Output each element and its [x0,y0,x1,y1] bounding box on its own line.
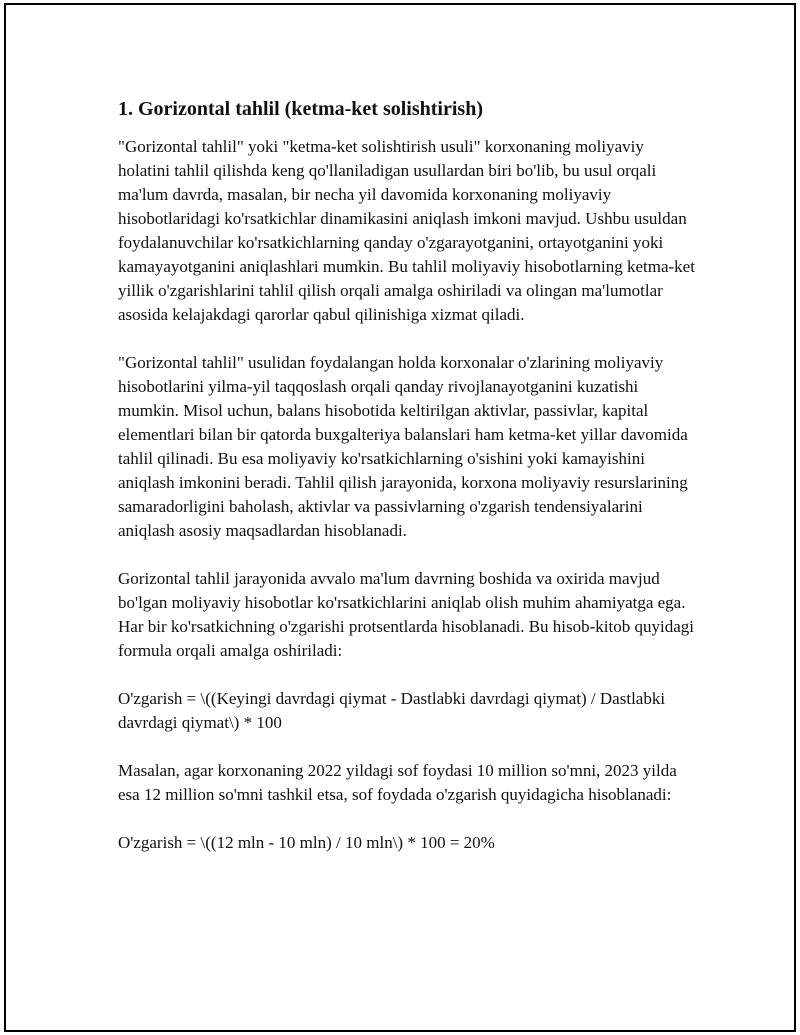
section-heading: 1. Gorizontal tahlil (ketma-ket solishtirish) [118,98,483,120]
paragraph-example: Masalan, agar korxonaning 2022 yildagi sof foydasi 10 million so'mni, 2023 yilda esa 12 million so'mni tashkil etsa, sof foydada o'zgarish quyidagicha hisoblanadi: [118,761,677,804]
paragraph-usage: "Gorizontal tahlil" usulidan foydalangan holda korxonalar o'zlarining moliyaviy hisobotlarini yilma-yil taqqoslash orqali qanday rivojlanayotganini kuzatishi mumkin. Misol uchun, balans hisobotida keltirilgan aktivlar, passivlar, kapital elementlari bilan bir qatorda buxgalteriya balanslari ham ketma-ket yillar davomida tahlil qilinadi. Bu esa moliyaviy ko'rsatkichlarning o'sishini yoki kamayishini aniqlash imkonini beradi. Tahlil qilish jarayonida, korxona moliyaviy resurslarining samaradorligini baholash, aktivlar va passivlarning o'zgarish tendensiyalarini aniqlash asosiy maqsadlardan hisoblanadi. [118,353,688,540]
page-frame [4,3,796,1032]
paragraph-intro: "Gorizontal tahlil" yoki "ketma-ket solishtirish usuli" korxonaning moliyaviy holatini tahlil qilishda keng qo'llaniladigan usullardan biri bo'lib, bu usul orqali ma'lum davrda, masalan, bir necha yil davomida korxonaning moliyaviy hisobotlaridagi ko'rsatkichlar dinamikasini aniqlash imkoni mavjud. Ushbu usuldan foydalanuvchilar ko'rsatkichlarning qanday o'zgarayotganini, ortayotganini yoki kamayayotganini aniqlashlari mumkin. Bu tahlil moliyaviy hisobotlarning ketma-ket yillik o'zgarishlarini tahlil qilish orqali amalga oshiriladi va olingan ma'lumotlar asosida kelajakdagi qarorlar qabul qilinishiga xizmat qiladi. [118,137,695,324]
document-body [118,95,698,879]
paragraph-process: Gorizontal tahlil jarayonida avvalo ma'lum davrning boshida va oxirida mavjud bo'lgan moliyaviy hisobotlar ko'rsatkichlarini aniqlab olish muhim ahamiyatga ega. Har bir ko'rsatkichning o'zgarishi protsentlarda hisoblanadi. Bu hisob-kitob quyidagi formula orqali amalga oshiriladi: [118,569,694,660]
formula-general: O'zgarish = \((Keyingi davrdagi qiymat - Dastlabki davrdagi qiymat) / Dastlabki davrdagi qiymat\) * 100 [118,689,666,732]
formula-example: O'zgarish = \((12 mln - 10 mln) / 10 mln\) * 100 = 20% [118,833,495,852]
